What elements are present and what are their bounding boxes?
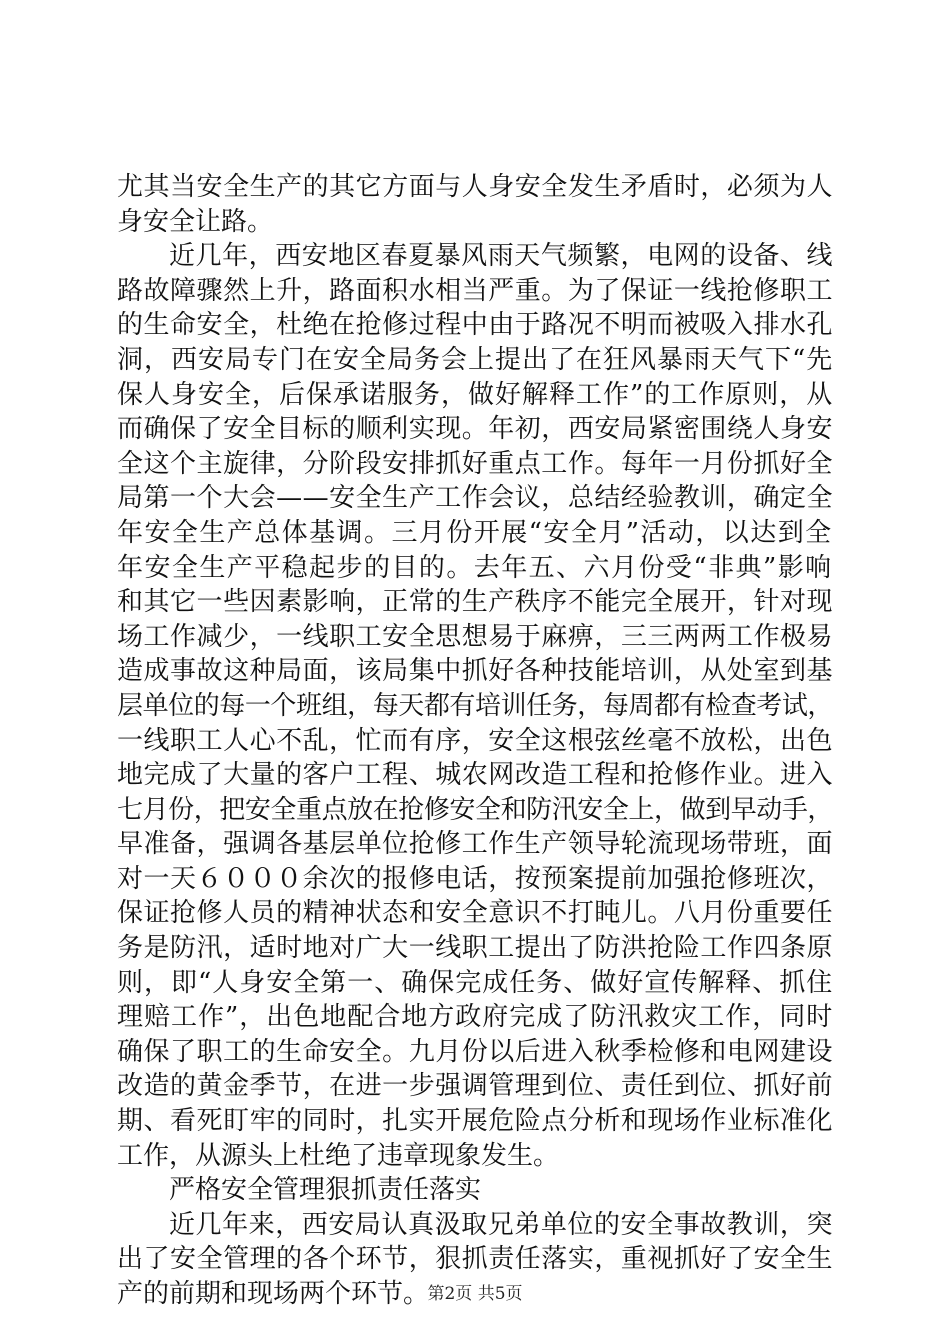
text-line: 工作，从源头上杜绝了违章现象发生。 [117,1140,560,1171]
text-line: 产的前期和现场两个环节。 [117,1279,430,1309]
text-line: 保人身安全，后保承诺服务，做好解释工作”的工作原则，从 [117,379,834,410]
text-line: 而确保了安全目标的顺利实现。年初，西安局紧密围绕人身安 [117,414,834,445]
text-line: 对一天６０００余次的报修电话，按预案提前加强抢修班次， [117,863,834,894]
text-line: 确保了职工的生命安全。九月份以后进入秋季检修和电网建设 [117,1036,834,1067]
text-line: 保证抢修人员的精神状态和安全意识不打盹儿。八月份重要任 [117,898,834,929]
text-line: 早准备，强调各基层单位抢修工作生产领导轮流现场带班，面 [117,829,834,860]
text-line: 年安全生产总体基调。三月份开展“安全月”活动，以达到全 [117,517,833,548]
text-line: 场工作减少，一线职工安全思想易于麻痹，三三两两工作极易 [117,621,834,652]
text-line: 地完成了大量的客户工程、城农网改造工程和抢修作业。进入 [117,760,834,791]
text-line: 一线职工人心不乱，忙而有序，安全这根弦丝毫不放松，出色 [117,725,834,756]
text-line: 身安全让路。 [117,206,274,237]
text-line: 近几年来，西安局认真汲取兄弟单位的安全事故教训，突 [169,1209,834,1240]
text-line: 洞，西安局专门在安全局务会上提出了在狂风暴雨天气下“先 [117,344,834,375]
text-line: 年安全生产平稳起步的目的。去年五、六月份受“非典”影响 [117,552,833,583]
page-footer: 第2页 共5页 [427,1284,523,1304]
text-line: 近几年，西安地区春夏暴风雨天气频繁，电网的设备、线 [169,241,834,272]
text-line: 出了安全管理的各个环节，狠抓责任落实，重视抓好了安全生 [117,1244,834,1275]
text-line: 造成事故这种局面，该局集中抓好各种技能培训，从处室到基 [117,656,834,687]
text-line: 期、看死盯牢的同时，扎实开展危险点分析和现场作业标准化 [117,1106,834,1137]
text-line: 理赔工作”，出色地配合地方政府完成了防汛救灾工作，同时 [117,1002,834,1033]
text-line: 改造的黄金季节，在进一步强调管理到位、责任到位、抓好前 [117,1071,834,1102]
text-line: 局第一个大会——安全生产工作会议，总结经验教训，确定全 [117,483,834,514]
text-line: 的生命安全，杜绝在抢修过程中由于路况不明而被吸入排水孔 [117,310,834,341]
text-line: 和其它一些因素影响，正常的生产秩序不能完全展开，针对现 [117,587,834,618]
text-line: 严格安全管理狠抓责任落实 [169,1175,482,1206]
text-line: 则，即“人身安全第一、确保完成任务、做好宣传解释、抓住 [117,967,834,998]
text-line: 全这个主旋律，分阶段安排抓好重点工作。每年一月份抓好全 [117,448,834,479]
document-body [117,170,833,1312]
text-line: 路故障骤然上升，路面积水相当严重。为了保证一线抢修职工 [117,275,834,306]
text-line: 务是防汛，适时地对广大一线职工提出了防洪抢险工作四条原 [117,933,834,964]
text-line: 尤其当安全生产的其它方面与人身安全发生矛盾时，必须为人 [117,172,834,202]
text-line: 七月份，把安全重点放在抢修安全和防汛安全上，做到早动手， [117,794,834,825]
text-line: 层单位的每一个班组，每天都有培训任务，每周都有检查考试， [117,690,834,721]
